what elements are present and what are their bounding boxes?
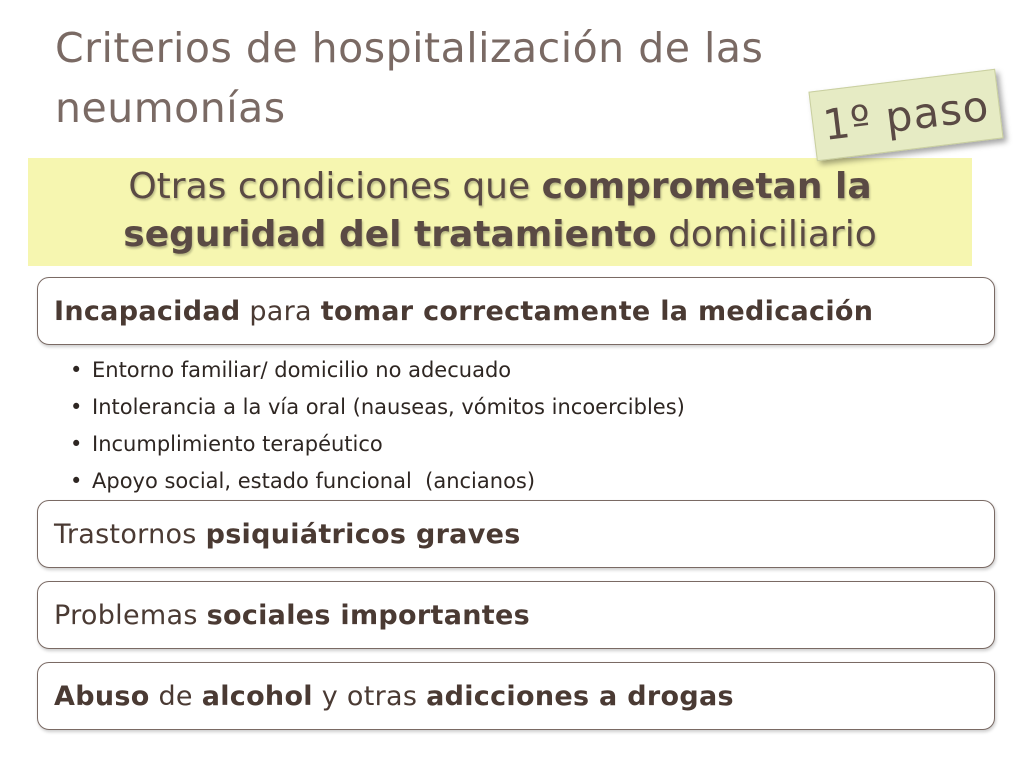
step-badge-label: 1º paso [820,80,992,150]
subtitle [28,163,972,259]
slide-title [55,18,855,138]
criterion-box-medication [37,277,995,345]
list-item: • Incumplimiento terapéutico [70,426,970,463]
title-line-1: Criterios de hospitalización de las [55,24,764,72]
title-line-2: neumonías [55,84,286,132]
box4-bold-2: alcohol [201,680,313,712]
criterion-box-social [37,581,995,649]
subtitle-part-2: comprometan la [541,166,872,207]
list-item: • Apoyo social, estado funcional (ancianos) [70,463,970,500]
box4-bold-1: Abuso [54,680,150,712]
box2-bold-1: psiquiátricos graves [205,518,521,550]
subtitle-part-4: domiciliario [656,214,877,255]
subtitle-part-1: Otras condiciones que [128,166,542,207]
criterion-box-psychiatric [37,500,995,568]
box4-bold-3: adicciones a drogas [426,680,734,712]
box1-bold-2: tomar correctamente la medicación [320,295,874,327]
bullet-list [70,352,970,500]
list-item: • Entorno familiar/ domicilio no adecuado [70,352,970,389]
box3-bold-1: sociales importantes [206,599,530,631]
criterion-box-substance-abuse [37,662,995,730]
box2-text-1: Trastornos [54,518,206,550]
box3-text-1: Problemas [54,599,207,631]
subtitle-part-3: seguridad del tratamiento [123,214,657,255]
list-item: • Intolerancia a la vía oral (nauseas, vómitos incoercibles) [70,389,970,426]
box4-text-2: y otras [312,680,427,712]
box1-bold-1: Incapacidad [54,295,241,327]
box4-text-1: de [149,680,202,712]
box1-text-1: para [240,295,321,327]
